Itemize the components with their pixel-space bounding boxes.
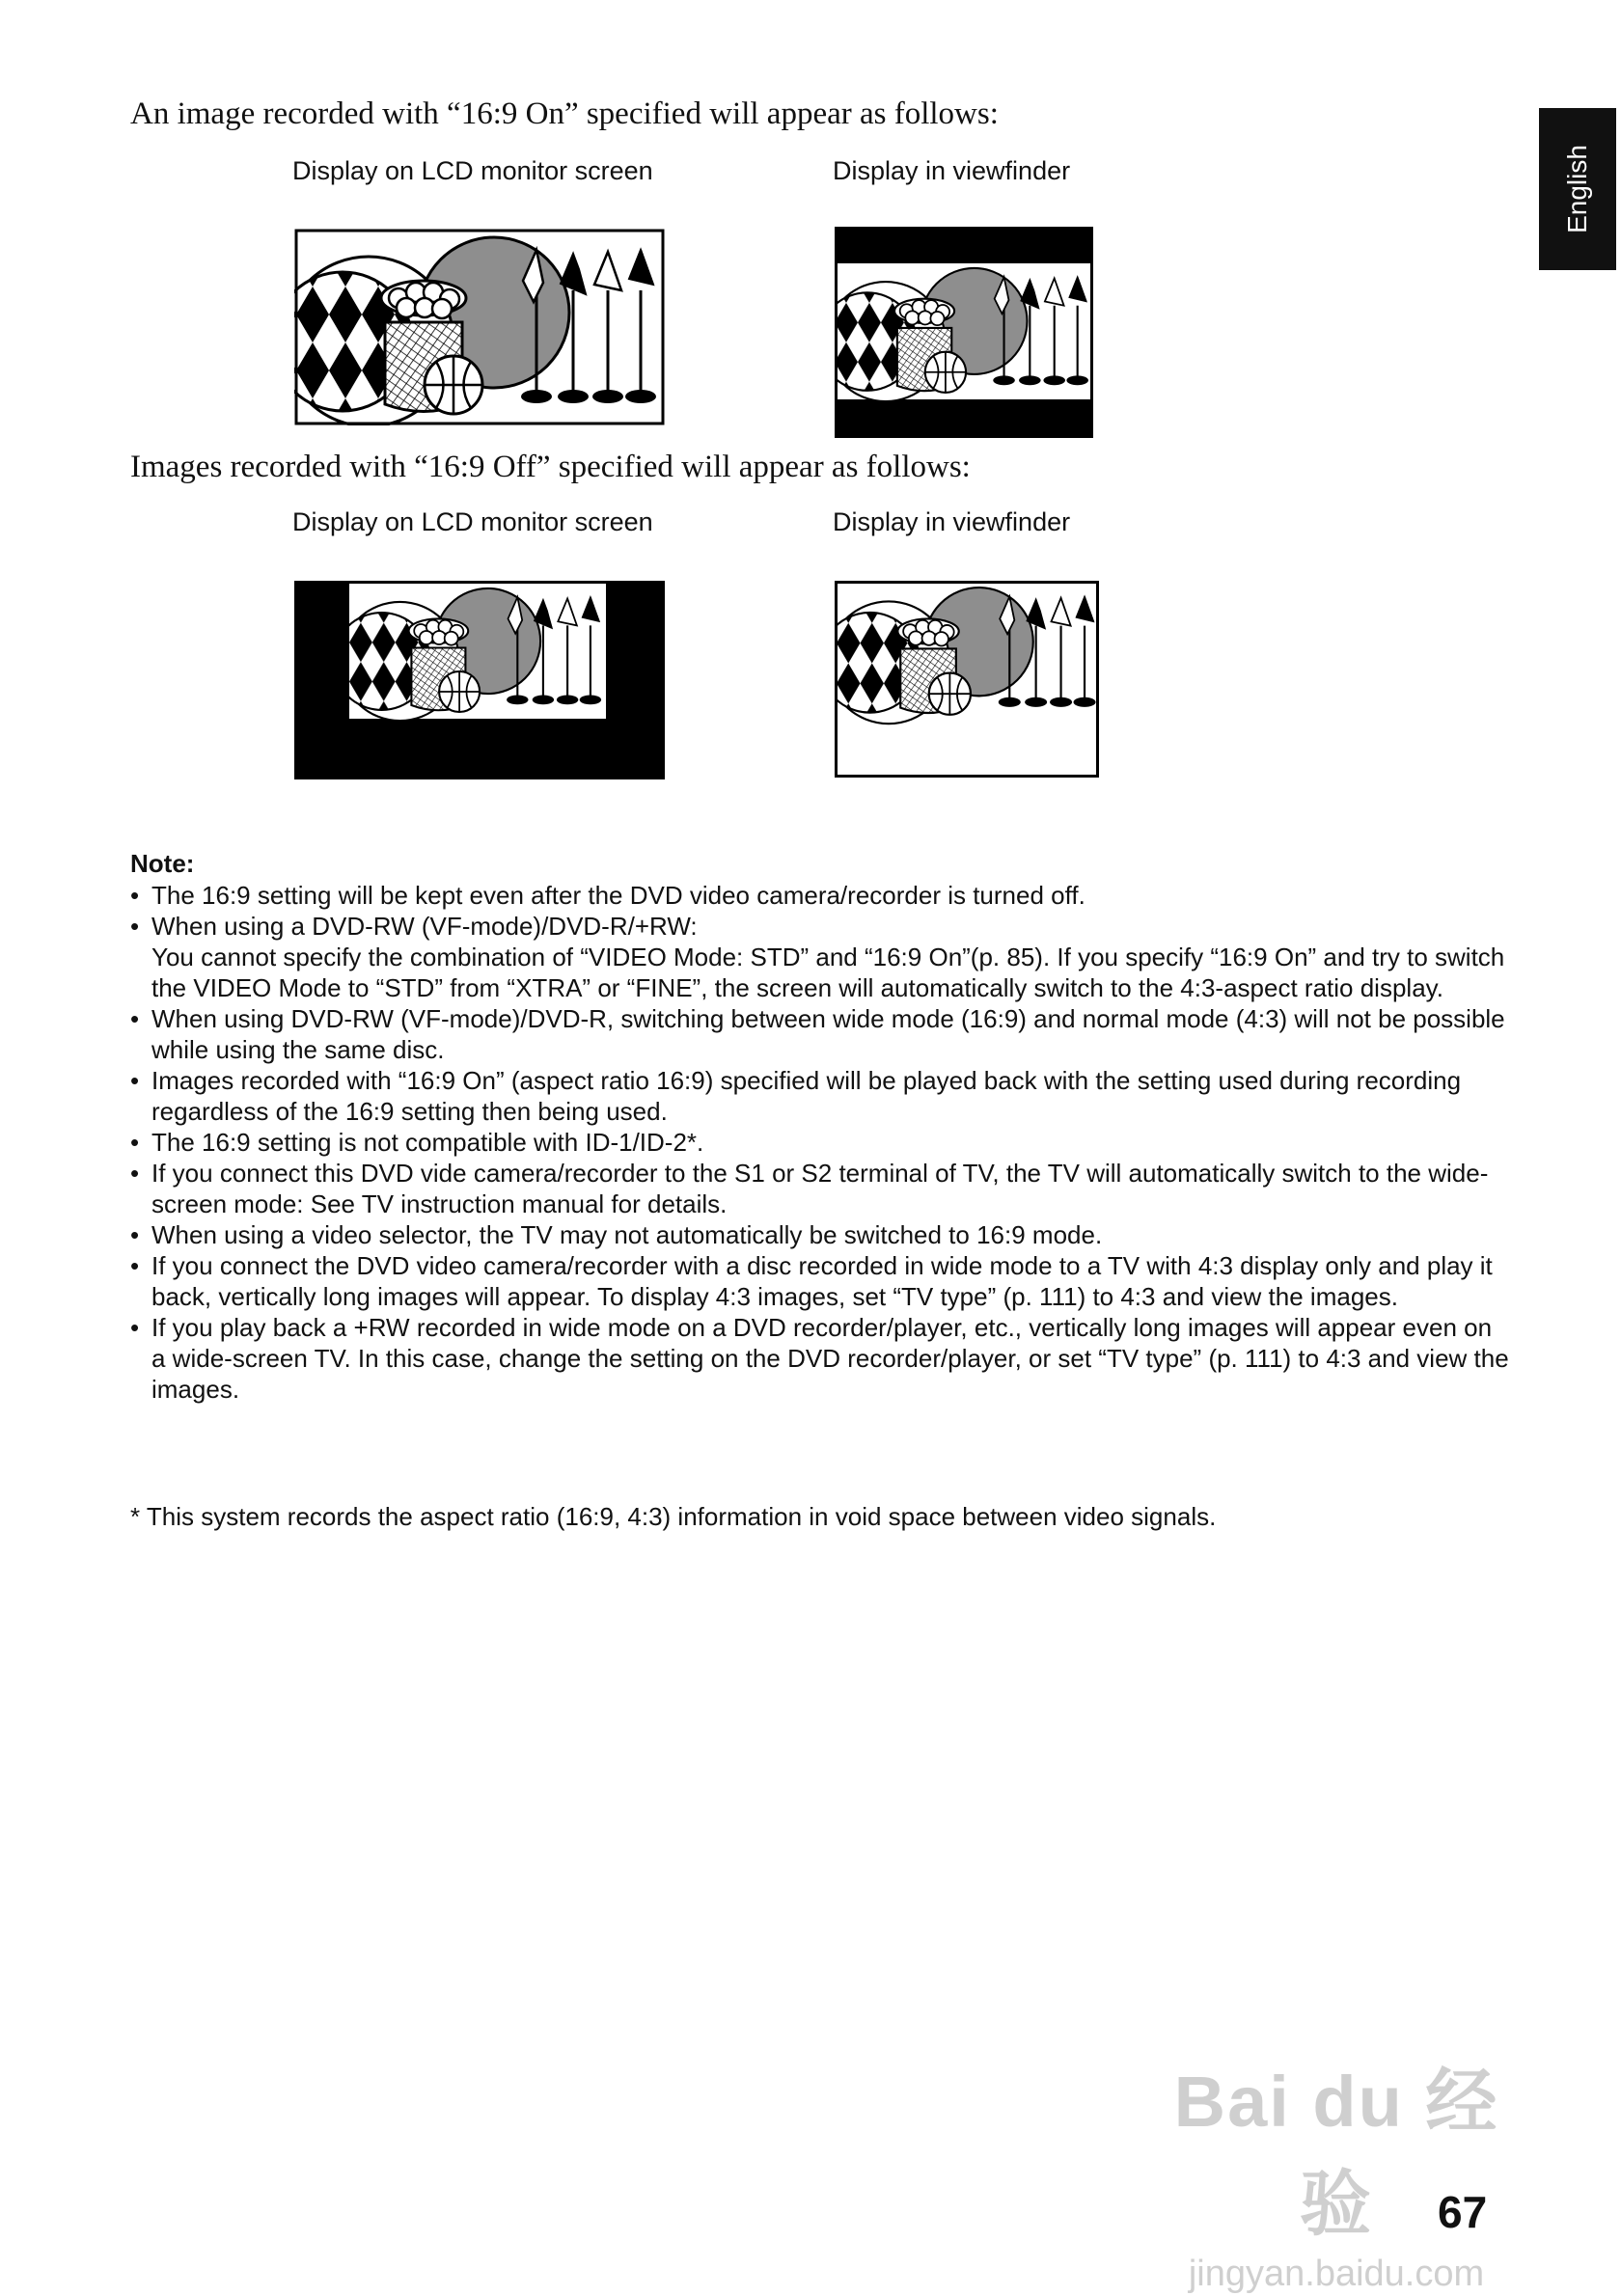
watermark-site: jingyan.baidu.com [1188, 2254, 1485, 2294]
note-heading: Note: [130, 849, 195, 878]
note-item-detail: You cannot specify the combination of “VIDEO Mode: STD” and “16:9 On”(p. 85). If you specify “16:9 On” and try to switch the VIDEO Mode to “STD” from “XTRA” or “FINE”, the screen will automatically switch to the 4:3-aspect ratio display. [151, 943, 1505, 1002]
note-item: • If you connect the DVD video camera/recorder with a disc recorded in wide mode to a TV with 4:3 display only and play it back, vertically long images will appear. To display 4:3 images, set “TV type” (p. 111) to 4:3 and view the images. [130, 1250, 1510, 1312]
note-item: • When using a DVD-RW (VF-mode)/DVD-R/+RW: You cannot specify the combination of “VIDEO Mode: STD” and “16:9 On”(p. 85). If you specify “16:9 On” and try to switch the VIDEO Mode to “STD” from “XTRA” or “FINE”, the screen will automatically switch to the 4:3-aspect ratio display. [130, 911, 1510, 1003]
watermark-brand: Bai du 经验 [1173, 2062, 1499, 2244]
language-tab [1539, 108, 1616, 270]
note-item: • The 16:9 setting is not compatible with ID-1/ID-2*. [130, 1127, 1510, 1158]
note-item: • If you connect this DVD vide camera/recorder to the S1 or S2 terminal of TV, the TV will automatically switch to the wide-screen mode: See TV instruction manual for details. [130, 1158, 1510, 1219]
note-item: • When using DVD-RW (VF-mode)/DVD-R, switching between wide mode (16:9) and normal mode (4:3) will not be possible while using the same disc. [130, 1003, 1510, 1065]
lcd-16-9-off-illustration [294, 581, 665, 779]
lcd-16-9-on-illustration [294, 229, 665, 425]
caption-viewfinder-on: Display in viewfinder [833, 156, 1071, 185]
caption-viewfinder-off: Display in viewfinder [833, 507, 1071, 536]
note-item: • The 16:9 setting will be kept even after the DVD video camera/recorder is turned off. [130, 880, 1510, 911]
intro-16-9-off: Images recorded with “16:9 Off” specified will appear as follows: [130, 450, 971, 484]
note-list [130, 880, 1510, 1405]
intro-16-9-on: An image recorded with “16:9 On” specified will appear as follows: [130, 96, 999, 131]
caption-lcd-on: Display on LCD monitor screen [292, 156, 653, 185]
footnote: * This system records the aspect ratio (16:9, 4:3) information in void space between video signals. [130, 1502, 1217, 1531]
page-number: 67 [1438, 2187, 1488, 2237]
note-item: • Images recorded with “16:9 On” (aspect ratio 16:9) specified will be played back with the setting used during recording regardless of the 16:9 setting then being used. [130, 1065, 1510, 1127]
viewfinder-16-9-on-illustration [835, 227, 1093, 438]
language-tab-label: English [1562, 145, 1592, 233]
caption-lcd-off: Display on LCD monitor screen [292, 507, 653, 536]
viewfinder-16-9-off-illustration [835, 581, 1099, 778]
note-item: • If you play back a +RW recorded in wide mode on a DVD recorder/player, etc., vertically long images will appear even on a wide-screen TV. In this case, change the setting on the DVD recorder/player, or set “TV type” (p. 111) to 4:3 and view the images. [130, 1312, 1510, 1405]
note-item: • When using a video selector, the TV may not automatically be switched to 16:9 mode. [130, 1219, 1510, 1250]
